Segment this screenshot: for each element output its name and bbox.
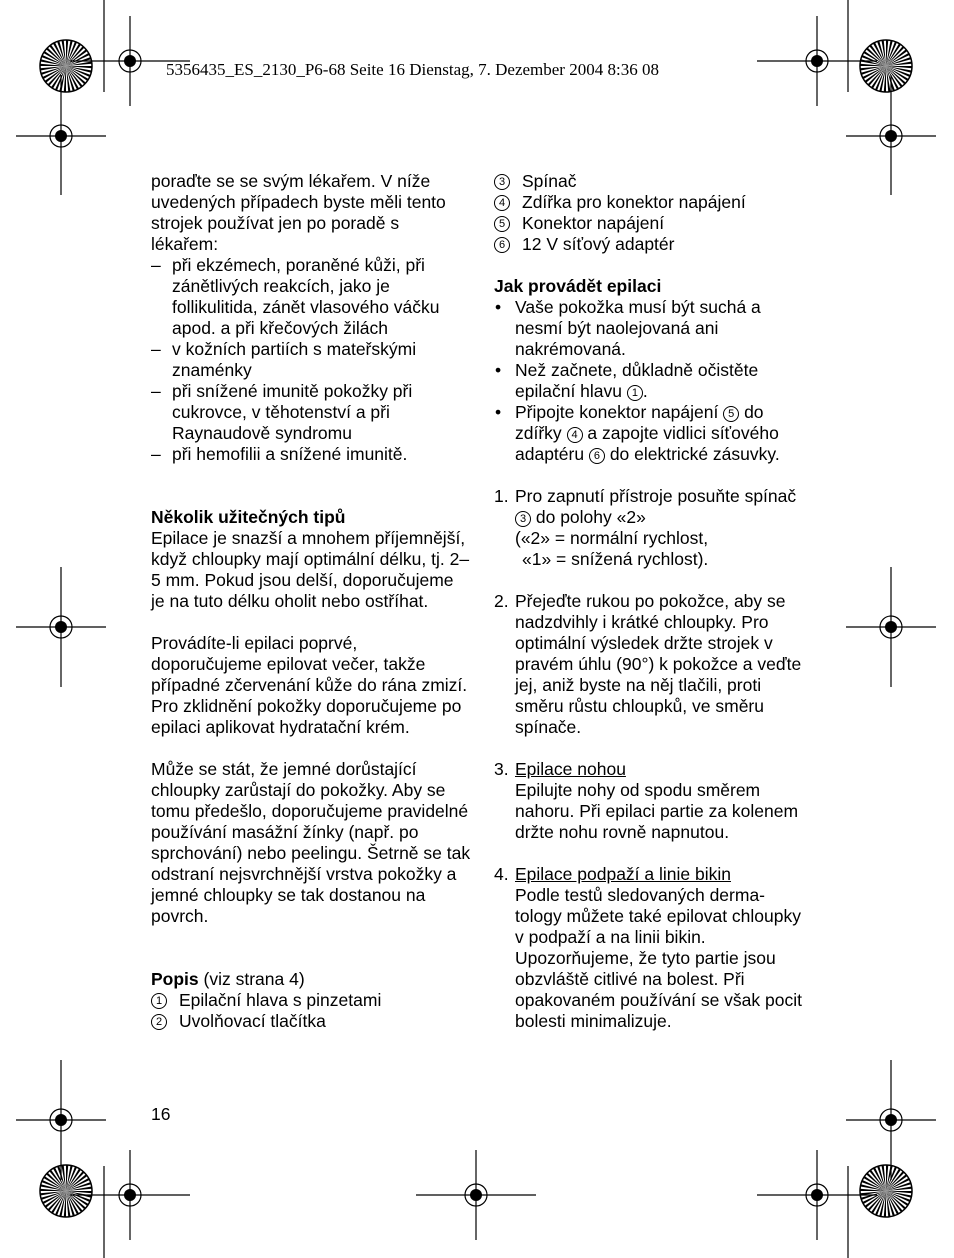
dash-marker: – xyxy=(151,444,161,464)
step-text: Přejeďte rukou po pokožce, aby se nadzdvihly i krátké chloupky. Pro optimální výsledek držte strojek v pravém úhlu (90°) k pokožce a veďte jej, aniž byste na něj tlačili, proti směru růstu chloupků, ve směru spínače. xyxy=(515,591,802,737)
bullet-text: do elektrické zásuvky. xyxy=(604,444,780,464)
step-item xyxy=(494,591,804,738)
condition-text: při snížené imunitě pokožky při cukrovce, v těhotenství a při Raynaudově syndromu xyxy=(172,381,413,443)
part-number-badge: 1 xyxy=(151,993,167,1009)
howto-heading: Jak provádět epilaci xyxy=(494,276,662,296)
registration-starburst-icon xyxy=(40,1165,92,1217)
tips-paragraph-1: Epilace je snazší a mnohem příjemnější, když chloupky mají optimální délku, tj. 2–5 mm. Pokud jsou delší, doporučujeme je na tuto délku oholit nebo ostříhat. xyxy=(151,528,470,611)
part-item xyxy=(494,234,804,255)
bullet-marker: • xyxy=(495,402,502,422)
left-column xyxy=(151,171,471,1032)
bullet-text: do zdířky xyxy=(515,402,764,443)
page-number: 16 xyxy=(151,1104,171,1124)
part-item xyxy=(494,171,804,192)
part-number-badge: 6 xyxy=(589,448,605,464)
part-number-badge: 3 xyxy=(494,174,510,190)
step-number: 4. xyxy=(494,864,509,884)
part-number-badge: 4 xyxy=(494,195,510,211)
bullet-text: Než začnete, důkladně očistěte epilační hlavu xyxy=(515,360,759,401)
part-item xyxy=(151,990,471,1011)
step-item xyxy=(494,759,804,843)
bullet-text-end: . xyxy=(642,381,648,401)
condition-text: při hemofilii a snížené imunitě. xyxy=(172,444,408,464)
part-item xyxy=(494,192,804,213)
part-item xyxy=(494,213,804,234)
registration-starburst-icon xyxy=(40,40,92,92)
step-number: 3. xyxy=(494,759,509,779)
dash-marker: – xyxy=(151,381,161,401)
right-column xyxy=(494,171,804,1032)
step-text: Pro zapnutí přístroje posuňte spínač xyxy=(515,486,797,506)
step-text: do polohy «2» xyxy=(531,507,646,527)
bullet-text: Připojte konektor napájení xyxy=(515,402,724,422)
part-item xyxy=(151,1011,471,1032)
bullet-marker: • xyxy=(495,360,502,380)
part-number-badge: 5 xyxy=(723,406,739,422)
registration-starburst-icon xyxy=(860,1165,912,1217)
tips-paragraph-3: Může se stát, že jemné dorůstající chloupky zarůstají do pokožky. Aby se tomu předešlo, doporučujeme pravidelné používání masážní žínky (např. po sprchování) nebo peelingu. Šetrně se tak odstraní nejsvrchnější vrstva pokožky a jemné chloupky se tak dostanou na povrch. xyxy=(151,759,471,926)
step-title: Epilace nohou xyxy=(515,759,626,779)
step-number: 1. xyxy=(494,486,509,506)
part-number-badge: 5 xyxy=(494,216,510,232)
step-text: «1» = snížená rychlost). xyxy=(522,549,709,569)
part-number-badge: 3 xyxy=(515,511,531,527)
part-number-badge: 4 xyxy=(567,427,583,443)
bullet-text: a zapojte vidlici síťového adaptéru xyxy=(515,423,779,464)
step-text: Epilujte nohy od spodu směrem nahoru. Při epilaci partie za kolenem držte nohu rovně napnutou. xyxy=(515,780,799,842)
part-label: Konektor napájení xyxy=(522,213,665,233)
print-slug: 5356435_ES_2130_P6-68 Seite 16 Dienstag, 7. Dezember 2004 8:36 08 xyxy=(166,60,659,79)
part-label: Zdířka pro konektor napájení xyxy=(522,192,746,212)
bullet-item xyxy=(494,402,804,465)
dash-marker: – xyxy=(151,255,161,275)
part-label: Spínač xyxy=(522,171,577,191)
bullet-marker: • xyxy=(495,297,502,317)
popis-suffix: (viz strana 4) xyxy=(198,969,305,989)
part-label: Epilační hlava s pinzetami xyxy=(179,990,382,1010)
tips-heading: Několik užitečných tipů xyxy=(151,507,346,527)
condition-text: při ekzémech, poraněné kůži, při zánětlivých reakcích, jako je follikulitida, zánět vlasového váčku apod. a při křečových žilách xyxy=(172,255,440,338)
step-title: Epilace podpaží a linie bikin xyxy=(515,864,731,884)
step-text: Podle testů sledovaných derma-tology můžete také epilovat chloupky v podpaží a na linii bikin. Upozorňujeme, že tyto partie jsou obzvláště citlivé na bolest. Při opakovaném používání se však pocit bolesti minimalizuje. xyxy=(515,885,802,1031)
condition-item xyxy=(151,255,471,339)
condition-text: v kožních partiích s mateřskými znaménky xyxy=(172,339,417,380)
part-label: 12 V síťový adaptér xyxy=(522,234,675,254)
condition-item xyxy=(151,381,471,444)
tips-paragraph-2: Provádíte-li epilaci poprvé, doporučujeme epilovat večer, takže případné zčervenání kůže do rána zmizí. Pro zklidnění pokožky doporučujeme po epilaci aplikovat hydratační krém. xyxy=(151,633,468,737)
part-label: Uvolňovací tlačítka xyxy=(179,1011,326,1031)
condition-item xyxy=(151,339,471,381)
intro-paragraph: poraďte se se svým lékařem. V níže uvedených případech byste měli tento strojek používat jen po poradě s lékařem: xyxy=(151,171,446,254)
registration-starburst-icon xyxy=(860,40,912,92)
popis-heading xyxy=(151,969,471,990)
step-text: («2» = normální rychlost, xyxy=(515,528,709,548)
step-item xyxy=(494,486,804,570)
part-number-badge: 2 xyxy=(151,1014,167,1030)
popis-title: Popis xyxy=(151,969,199,989)
bullet-text: Vaše pokožka musí být suchá a nesmí být naolejovaná ani nakrémovaná. xyxy=(515,297,761,359)
step-number: 2. xyxy=(494,591,509,611)
step-item xyxy=(494,864,804,1032)
dash-marker: – xyxy=(151,339,161,359)
part-number-badge: 1 xyxy=(627,385,643,401)
bullet-item xyxy=(494,360,804,402)
part-number-badge: 6 xyxy=(494,237,510,253)
condition-item xyxy=(151,444,471,465)
bullet-item xyxy=(494,297,804,360)
